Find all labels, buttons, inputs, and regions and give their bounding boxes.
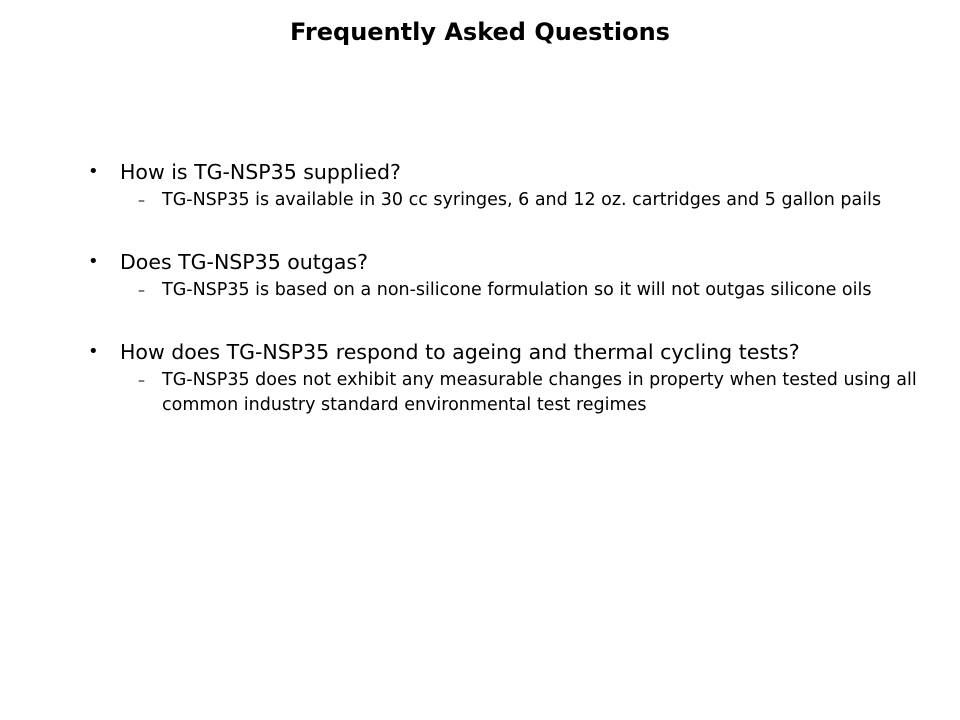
faq-item [88, 246, 938, 303]
faq-question: How does TG-NSP35 respond to ageing and thermal cycling tests? [120, 340, 800, 364]
dash-icon: – [138, 283, 145, 299]
faq-answer-row [138, 368, 938, 418]
faq-item [88, 156, 938, 213]
bullet-icon: • [88, 161, 99, 182]
faq-answer-row [138, 188, 938, 213]
faq-question: How is TG-NSP35 supplied? [120, 160, 401, 184]
dash-icon: – [138, 373, 145, 389]
dash-icon: – [138, 193, 145, 209]
bullet-icon: • [88, 251, 99, 272]
faq-answer: TG-NSP35 does not exhibit any measurable changes in property when tested using all common industry standard environmental test regimes [162, 370, 917, 415]
bullet-icon: • [88, 341, 99, 362]
faq-list [88, 156, 938, 418]
faq-answer-row [138, 278, 938, 303]
faq-item [88, 336, 938, 418]
faq-answer: TG-NSP35 is based on a non-silicone formulation so it will not outgas silicone oils [162, 280, 872, 300]
faq-question: Does TG-NSP35 outgas? [120, 250, 368, 274]
slide-title: Frequently Asked Questions [290, 18, 670, 46]
faq-answer: TG-NSP35 is available in 30 cc syringes, 6 and 12 oz. cartridges and 5 gallon pails [162, 190, 882, 210]
